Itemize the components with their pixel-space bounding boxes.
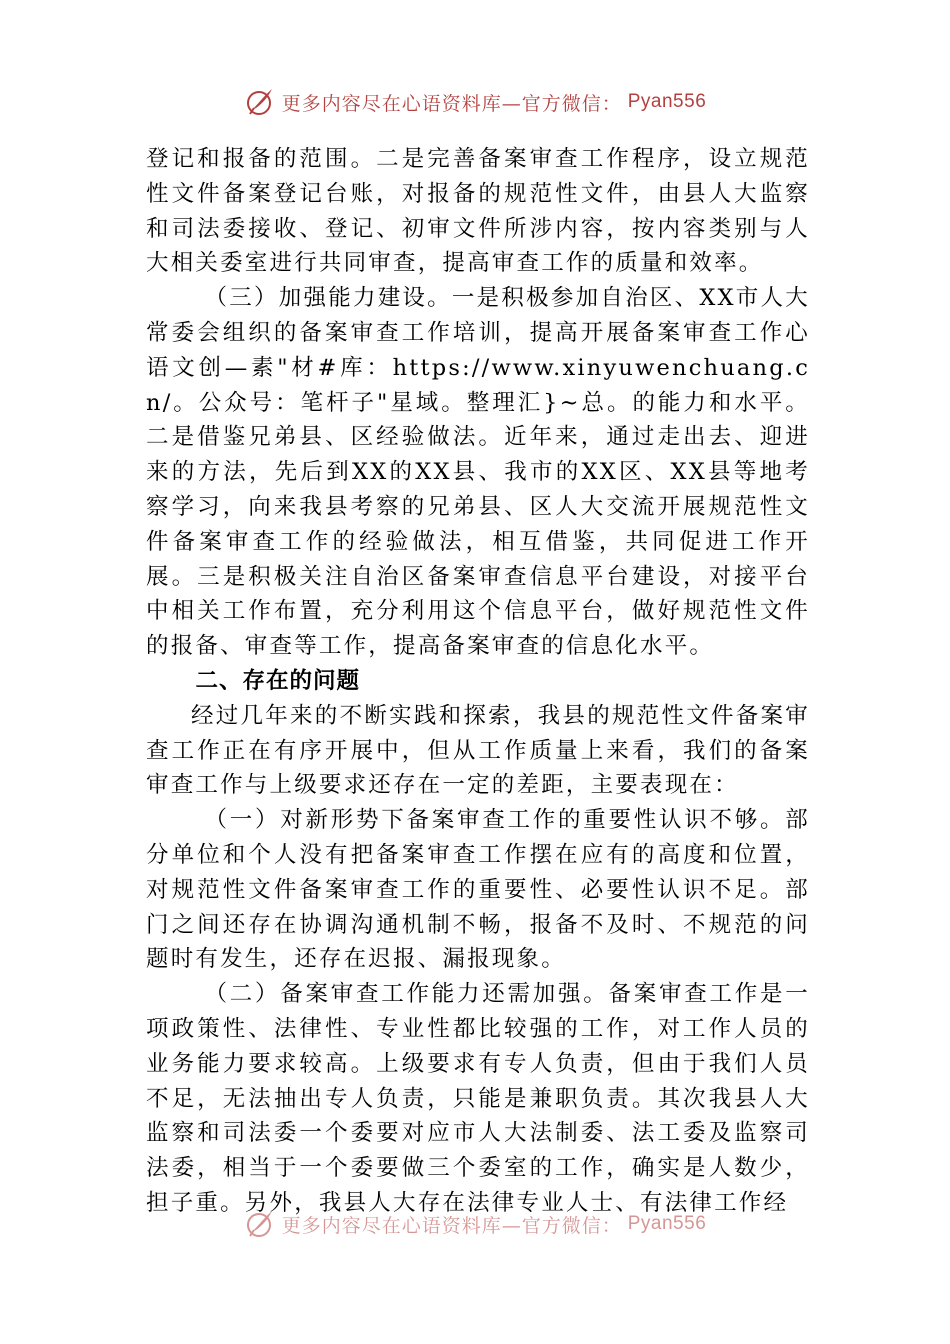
header-watermark	[0, 82, 950, 122]
watermark-text: 更多内容尽在心语资料库—官方微信：	[281, 1214, 622, 1237]
quill-pen-logo-icon	[244, 86, 276, 118]
watermark-wechat-id: Pyan556	[627, 91, 707, 112]
paragraph-5: （二）备案审查工作能力还需加强。备案审查工作是一项政策性、法律性、专业性都比较强的工作，对工作人员的业务能力要求较高。上级要求有专人负责，但由于我们人员不足，无法抽出专人负责，只能是兼职负责。其次我县人大监察和司法委一个委要对应市人大法制委、法工委及监察司法委，相当于一个委要做三个委室的工作，确实是人数少，担子重。另外，我县人大存在法律专业人士、有法律工作经	[146, 981, 810, 1216]
document-page	[146, 142, 810, 1221]
watermark-text: 更多内容尽在心语资料库—官方微信：	[281, 92, 622, 115]
paragraph-2: （三）加强能力建设。一是积极参加自治区、XX市人大常委会组织的备案审查工作培训，提高开展备案审查工作心语文创—素"材#库：https://www.xinyuwenchuang.cn/。公众号：笔杆子"星域。整理汇}~总。的能力和水平。二是借鉴兄弟县、区经验做法。近年来，通过走出去、迎进来的方法，先后到XX的XX县、我市的XX区、XX县等地考察学习，向来我县考察的兄弟县、区人大交流开展规范性文件备案审查工作的经验做法，相互借鉴，共同促进工作开展。三是积极关注自治区备案审查信息平台建设，对接平台中相关工作布置，充分利用这个信息平台，做好规范性文件的报备、审查等工作，提高备案审查的信息化水平。	[146, 285, 810, 660]
quill-pen-logo-icon	[244, 1208, 276, 1240]
footer-watermark	[0, 1204, 950, 1244]
paragraph-4: （一）对新形势下备案审查工作的重要性认识不够。部分单位和个人没有把备案审查工作摆在应有的高度和位置，对规范性文件备案审查工作的重要性、必要性认识不足。部门之间还存在协调沟通机制不畅，报备不及时、不规范的问题时有发生，还存在迟报、漏报现象。	[146, 807, 810, 973]
section-heading-2: 二、存在的问题	[195, 667, 361, 694]
watermark-wechat-id: Pyan556	[627, 1213, 707, 1234]
paragraph-1: 登记和报备的范围。二是完善备案审查工作程序，设立规范性文件备案登记台账，对报备的规范性文件，由县人大监察和司法委接收、登记、初审文件所涉内容，按内容类别与人大相关委室进行共同审查，提高审查工作的质量和效率。	[146, 146, 810, 277]
paragraph-3: 经过几年来的不断实践和探索，我县的规范性文件备案审查工作正在有序开展中，但从工作质量上来看，我们的备案审查工作与上级要求还存在一定的差距，主要表现在：	[146, 702, 810, 799]
